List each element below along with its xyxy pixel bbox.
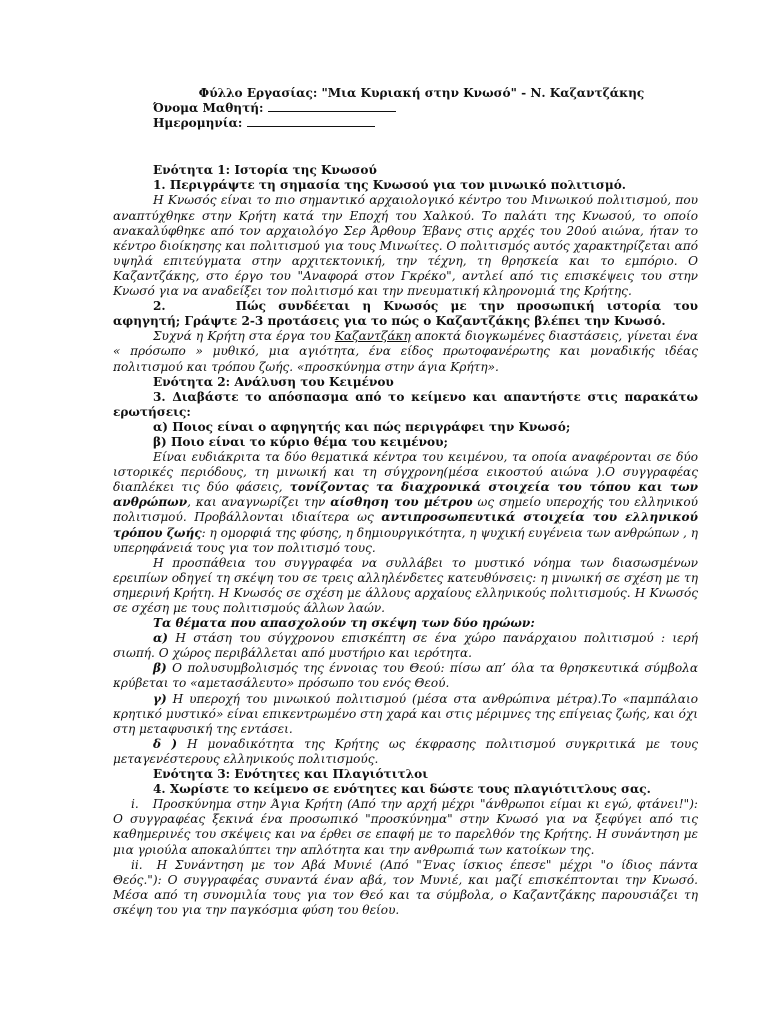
answer-2-text-end: αποκτά διογκωμένες διαστάσεις, γίνεται ένα « πρόσωπο » μυθικό, μια αγιότητα, ένα είδος πρωτοφανέρωτης και μοναδικής ιδέας πολιτισμού και τρόπου ζωής. «προσκύνημα στην άγια Κρήτη». [113,329,698,374]
date-label: Ημερομηνία: [153,116,243,131]
answer-3-text-2: , και αναγνωρίζει την [187,495,331,510]
answer-3-text-3: ως σημείο υπεροχής του ελληνικού πολιτισμού. Προβάλλονται ιδιαίτερα ως [113,495,698,525]
theme-d [113,737,698,767]
theme-b-label: β) [153,661,167,676]
answer-1: Η Κνωσός είναι το πιο σημαντικό αρχαιολογικό κέντρο του Μινωικού πολιτισμού, που αναπτύχθηκε στην Κρήτη κατά την Εποχή του Χαλκού. Το παλάτι της Κνωσού, το οποίο ανακαλύφθηκε από τον αρχαιολόγο Σερ Άρθουρ Έβανς στις αρχές του 20ού αιώνα, ήταν το κέντρο διοίκησης και πολιτισμού για τους Μινωίτες. Ο πολιτισμός αυτός χαρακτηρίζεται από υψηλά επιτεύγματα στην αρχιτεκτονική, την τέχνη, τη θρησκεία και το εμπόριο. Ο Καζαντζάκης, στο έργο του "Αναφορά στον Γκρέκο", αντλεί από τις επισκέψεις του στην Κνωσό για να αναδείξει τον πολιτισμό και την πνευματική κληρονομιά της Κρήτης. [113,193,698,299]
section-1-text: Προσκύνημα στην Άγια Κρήτη (Από την αρχή μέχρι "άνθρωποι είμαι κι εγώ, φτάνει!"): Ο συγγραφέας ξεκινά ένα προσωπικό "προσκύνημα" στην Κνωσό για να ξεφύγει από τις καθημερινές του σκέψεις και να έρθει σε επαφή με το παρελθόν της Κρήτης. Η συνάντηση με μια γριούλα αποκαλύπτει την απλότητα και την ανθρωπιά των κατοίκων της. [113,797,698,857]
section-2-number: ii. [131,857,143,872]
theme-d-label: δ ) [153,736,178,751]
theme-a-label: α) [153,631,169,646]
question-2-text: Πώς συνδέεται η Κνωσός με την προσωπική ιστορία του αφηγητή; Γράψτε 2-3 προτάσεις για το πώς ο Καζαντζάκης βλέπει την Κνωσό. [113,299,698,329]
student-name-line [153,101,698,116]
student-name-label: Όνομα Μαθητή: [153,101,264,116]
question-1: 1. Περιγράψτε τη σημασία της Κνωσού για τον μινωικό πολιτισμό. [153,178,626,193]
answer-3-text-4: : η ομορφιά της φύσης, η δημιουργικότητα, η ψυχική ευγένεια των ανθρώπων , η υπερηφάνειά τους για τον πολιτισμό τους. [113,525,698,555]
answer-3-paragraph-2: Η προσπάθεια του συγγραφέα να συλλάβει το μυστικό νόημα των διασωσμένων ερειπίων οδηγεί τη σκέψη του σε τρεις αλληλένδετες κατευθύνσεις: η μινωική σε σχέση με τη σημερινή Κρήτη. Η Κνωσός σε σχέση με άλλους αρχαίους ελληνικούς πολιτισμούς. Η Κνωσός σε σχέση με τους πολιτισμούς άλλων λαών. [113,555,698,615]
theme-g-text: Η υπεροχή του μινωικού πολιτισμού (μέσα στα ανθρώπινα μέτρα).Το «παμπάλαιο κρητικό μυστικό» είναι επικεντρωμένο στη χαρά και στις μέριμνες της επίγειας ζωής, και όχι στη μεταφυσική της εντάσει. [113,691,698,736]
unit-1-heading: Ενότητα 1: Ιστορία της Κνωσού [153,163,377,178]
section-list-item-1 [113,797,698,857]
question-3b: β) Ποιο είναι το κύριο θέμα του κειμένου; [153,434,448,449]
question-3a: α) Ποιος είναι ο αφηγητής και πώς περιγράφει την Κνωσό; [153,419,571,434]
kazantzakis-link[interactable]: Καζαντζάκη [334,329,411,344]
unit-2-heading: Ενότητα 2: Ανάλυση του Κειμένου [153,374,394,389]
answer-2-text-start: Συχνά η Κρήτη στα έργα του [153,329,335,344]
answer-3-bold-2: αίσθηση του μέτρου [330,495,473,510]
answer-3-bold-1: τονίζοντας τα διαχρονικά στοιχεία του τόπου και των ανθρώπων [113,480,698,510]
answer-3-bold-3: αντιπροσωπευτικά στοιχεία του ελληνικού τρόπου ζωής [113,510,698,540]
worksheet-title: Φύλλο Εργασίας: "Μια Κυριακή στην Κνωσό" - Ν. Καζαντζάκης [198,86,645,100]
spacer [113,131,698,163]
theme-g [113,692,698,737]
theme-g-label: γ) [153,691,167,706]
section-1-number: i. [131,797,139,812]
theme-b [113,661,698,691]
date-blank[interactable] [247,116,375,127]
date-line [153,116,698,131]
section-2-text: Η Συνάντηση με τον Αβά Μυνιέ (Από "Ένας ίσκιος έπεσε" μέχρι "ο ίδιος πάντα Θεός."): Ο συγγραφέας συναντά έναν αβά, τον Μυνιέ, και μαζί επισκέπτονται την Κνωσό. Μέσα από τη συνομιλία τους για τον Θεό και τα σύμβολα, ο Καζαντζάκης παρουσιάζει τη σκέψη του για την παγκόσμια φύση του θείου. [113,857,698,917]
answer-2 [113,329,698,374]
theme-a-text: Η στάση του σύγχρονου επισκέπτη σε ένα χώρο πανάρχαιου πολιτισμού : ιερή σιωπή. Ο χώρος περιβάλλεται από μυστήριο και ιερότητα. [113,631,698,661]
themes-heading: Τα θέματα που απασχολούν τη σκέψη των δύο ηρώων: [153,616,535,631]
question-2 [113,299,698,329]
answer-3-text-1: Είναι ευδιάκριτα τα δύο θεματικά κέντρα του κειμένου, τα οποία αναφέρονται σε δύο ιστορικές περιόδους, τη μινωική και τη σύγχρονη(μέσα εικοστού αιώνα ).Ο συγγραφέας διαπλέκει τις δύο φάσεις, [113,450,698,495]
theme-a [113,631,698,661]
theme-b-text: Ο πολυσυμβολισμός της έννοιας του Θεού: πίσω απ’ όλα τα θρησκευτικά σύμβολα κρύβεται το «αμετασάλευτο» πρόσωπο του ενός Θεού. [113,661,698,691]
section-list-item-2 [113,858,698,918]
question-4: 4. Χωρίστε το κείμενο σε ενότητες και δώστε τους πλαγιότιτλους σας. [153,782,651,797]
unit-3-heading: Ενότητα 3: Ενότητες και Πλαγιότιτλοι [153,767,429,782]
question-2-number: 2. [153,299,166,314]
answer-3-paragraph-1 [113,450,698,556]
theme-d-text: Η μοναδικότητα της Κρήτης ως έκφρασης πολιτισμού συγκριτικά με τους μεταγενέστερους ελληνικούς πολιτισμούς. [113,736,698,766]
student-name-blank[interactable] [268,101,396,112]
question-3: 3. Διαβάστε το απόσπασμα από το κείμενο και απαντήστε στις παρακάτω ερωτήσεις: [113,389,698,419]
